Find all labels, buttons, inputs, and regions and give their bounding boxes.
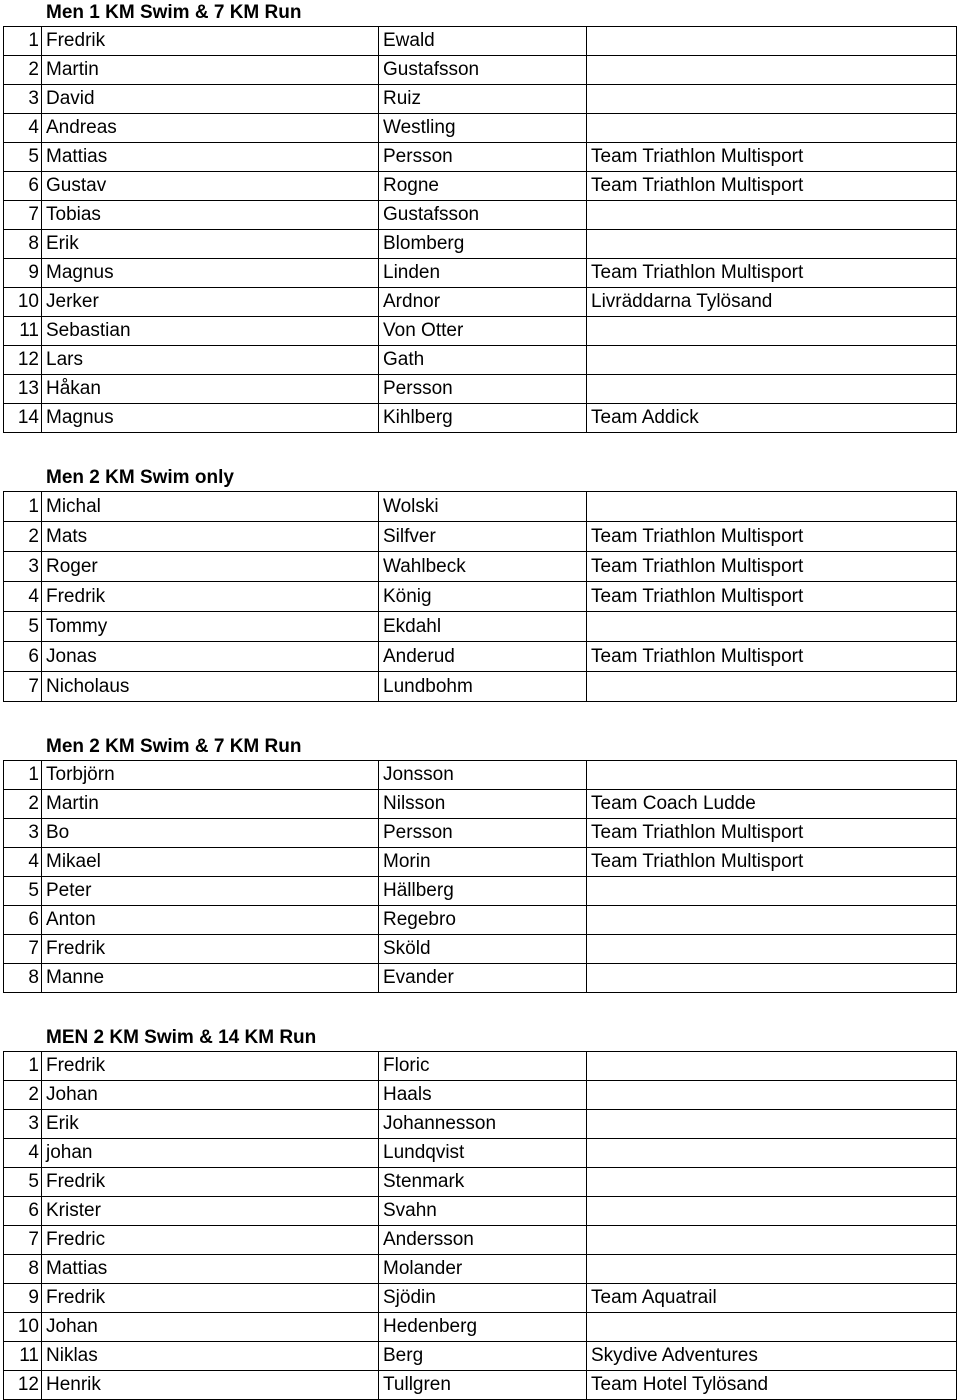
table-row: [4, 1371, 957, 1400]
first-name-cell: Sebastian: [42, 317, 379, 346]
team-cell: [587, 1313, 957, 1342]
last-name-cell: Haals: [379, 1081, 587, 1110]
team-cell: Livräddarna Tylösand: [587, 288, 957, 317]
table-row: [4, 1342, 957, 1371]
section-title: MEN 2 KM Swim & 14 KM Run: [46, 1027, 317, 1048]
team-cell: Team Addick: [587, 404, 957, 433]
team-cell: [587, 492, 957, 522]
results-section: [0, 0, 960, 433]
rank-cell: 2: [4, 1081, 42, 1110]
team-cell: Team Triathlon Multisport: [587, 143, 957, 172]
first-name-cell: Johan: [42, 1313, 379, 1342]
table-row: [4, 877, 957, 906]
rank-cell: 9: [4, 1284, 42, 1313]
last-name-cell: Silfver: [379, 522, 587, 552]
team-cell: Team Coach Ludde: [587, 790, 957, 819]
table-row: [4, 375, 957, 404]
last-name-cell: Gustafsson: [379, 201, 587, 230]
team-cell: Team Triathlon Multisport: [587, 552, 957, 582]
table-row: [4, 346, 957, 375]
team-cell: [587, 1255, 957, 1284]
rank-cell: 12: [4, 1371, 42, 1400]
table-row: [4, 85, 957, 114]
rank-cell: 1: [4, 492, 42, 522]
table-row: [4, 114, 957, 143]
first-name-cell: Fredric: [42, 1226, 379, 1255]
first-name-cell: Erik: [42, 230, 379, 259]
rank-cell: 7: [4, 201, 42, 230]
last-name-cell: Morin: [379, 848, 587, 877]
team-cell: [587, 672, 957, 702]
team-cell: Team Triathlon Multisport: [587, 522, 957, 552]
rank-cell: 5: [4, 612, 42, 642]
first-name-cell: Mattias: [42, 143, 379, 172]
last-name-cell: Floric: [379, 1052, 587, 1081]
last-name-cell: Evander: [379, 964, 587, 993]
last-name-cell: Sjödin: [379, 1284, 587, 1313]
team-cell: [587, 612, 957, 642]
first-name-cell: Martin: [42, 56, 379, 85]
table-row: [4, 552, 957, 582]
rank-cell: 1: [4, 1052, 42, 1081]
last-name-cell: Ekdahl: [379, 612, 587, 642]
rank-cell: 8: [4, 1255, 42, 1284]
team-cell: [587, 1052, 957, 1081]
team-cell: Team Triathlon Multisport: [587, 582, 957, 612]
first-name-cell: Jerker: [42, 288, 379, 317]
rank-cell: 3: [4, 552, 42, 582]
table-row: [4, 582, 957, 612]
last-name-cell: Nilsson: [379, 790, 587, 819]
team-cell: [587, 906, 957, 935]
first-name-cell: Anton: [42, 906, 379, 935]
first-name-cell: David: [42, 85, 379, 114]
first-name-cell: Håkan: [42, 375, 379, 404]
team-cell: [587, 1110, 957, 1139]
table-row: [4, 1226, 957, 1255]
last-name-cell: Ewald: [379, 27, 587, 56]
team-cell: [587, 27, 957, 56]
rank-cell: 4: [4, 848, 42, 877]
table-row: [4, 612, 957, 642]
first-name-cell: Bo: [42, 819, 379, 848]
table-row: [4, 522, 957, 552]
team-cell: [587, 1081, 957, 1110]
last-name-cell: Jonsson: [379, 761, 587, 790]
first-name-cell: Niklas: [42, 1342, 379, 1371]
first-name-cell: Lars: [42, 346, 379, 375]
rank-cell: 7: [4, 935, 42, 964]
first-name-cell: Torbjörn: [42, 761, 379, 790]
results-section: [0, 734, 960, 993]
first-name-cell: Gustav: [42, 172, 379, 201]
rank-cell: 6: [4, 1197, 42, 1226]
first-name-cell: Mattias: [42, 1255, 379, 1284]
rank-cell: 5: [4, 1168, 42, 1197]
first-name-cell: Peter: [42, 877, 379, 906]
first-name-cell: Mikael: [42, 848, 379, 877]
first-name-cell: Magnus: [42, 259, 379, 288]
section-title: Men 2 KM Swim & 7 KM Run: [46, 736, 302, 757]
results-table: [3, 26, 957, 433]
last-name-cell: Wahlbeck: [379, 552, 587, 582]
last-name-cell: Johannesson: [379, 1110, 587, 1139]
first-name-cell: Henrik: [42, 1371, 379, 1400]
table-row: [4, 906, 957, 935]
rank-cell: 1: [4, 27, 42, 56]
first-name-cell: Michal: [42, 492, 379, 522]
section-title: Men 1 KM Swim & 7 KM Run: [46, 2, 302, 23]
rank-cell: 5: [4, 143, 42, 172]
rank-cell: 2: [4, 56, 42, 85]
table-row: [4, 935, 957, 964]
last-name-cell: Von Otter: [379, 317, 587, 346]
first-name-cell: Andreas: [42, 114, 379, 143]
team-cell: [587, 85, 957, 114]
table-row: [4, 288, 957, 317]
rank-cell: 8: [4, 230, 42, 259]
last-name-cell: Hedenberg: [379, 1313, 587, 1342]
results-section: [0, 1025, 960, 1400]
team-cell: [587, 1226, 957, 1255]
results-table: [3, 760, 957, 993]
table-row: [4, 201, 957, 230]
first-name-cell: Johan: [42, 1081, 379, 1110]
table-row: [4, 1284, 957, 1313]
first-name-cell: Nicholaus: [42, 672, 379, 702]
rank-cell: 3: [4, 819, 42, 848]
team-cell: [587, 230, 957, 259]
table-row: [4, 1255, 957, 1284]
team-cell: Team Hotel Tylösand: [587, 1371, 957, 1400]
results-table: [3, 491, 957, 702]
first-name-cell: Tommy: [42, 612, 379, 642]
section-spacer: [0, 433, 960, 465]
first-name-cell: Magnus: [42, 404, 379, 433]
last-name-cell: Westling: [379, 114, 587, 143]
team-cell: [587, 56, 957, 85]
rank-cell: 12: [4, 346, 42, 375]
rank-cell: 3: [4, 85, 42, 114]
team-cell: [587, 1139, 957, 1168]
team-cell: Team Triathlon Multisport: [587, 172, 957, 201]
last-name-cell: Gustafsson: [379, 56, 587, 85]
first-name-cell: Jonas: [42, 642, 379, 672]
last-name-cell: Hällberg: [379, 877, 587, 906]
team-cell: Team Aquatrail: [587, 1284, 957, 1313]
last-name-cell: Stenmark: [379, 1168, 587, 1197]
first-name-cell: Manne: [42, 964, 379, 993]
section-spacer: [0, 993, 960, 1025]
last-name-cell: Persson: [379, 819, 587, 848]
first-name-cell: Mats: [42, 522, 379, 552]
results-table: [3, 1051, 957, 1400]
table-row: [4, 790, 957, 819]
rank-cell: 11: [4, 317, 42, 346]
table-row: [4, 761, 957, 790]
last-name-cell: Regebro: [379, 906, 587, 935]
rank-cell: 6: [4, 172, 42, 201]
table-row: [4, 1081, 957, 1110]
table-row: [4, 230, 957, 259]
team-cell: Team Triathlon Multisport: [587, 819, 957, 848]
table-row: [4, 404, 957, 433]
rank-cell: 14: [4, 404, 42, 433]
rank-cell: 4: [4, 1139, 42, 1168]
last-name-cell: Ardnor: [379, 288, 587, 317]
first-name-cell: Fredrik: [42, 27, 379, 56]
table-row: [4, 1110, 957, 1139]
last-name-cell: Tullgren: [379, 1371, 587, 1400]
table-row: [4, 1139, 957, 1168]
last-name-cell: Ruiz: [379, 85, 587, 114]
first-name-cell: Erik: [42, 1110, 379, 1139]
results-section: [0, 465, 960, 702]
first-name-cell: Fredrik: [42, 1052, 379, 1081]
rank-cell: 8: [4, 964, 42, 993]
table-row: [4, 27, 957, 56]
team-cell: [587, 201, 957, 230]
last-name-cell: Linden: [379, 259, 587, 288]
table-row: [4, 848, 957, 877]
table-row: [4, 672, 957, 702]
team-cell: [587, 1197, 957, 1226]
last-name-cell: Andersson: [379, 1226, 587, 1255]
rank-cell: 4: [4, 582, 42, 612]
team-cell: Team Triathlon Multisport: [587, 259, 957, 288]
last-name-cell: Molander: [379, 1255, 587, 1284]
first-name-cell: Fredrik: [42, 1168, 379, 1197]
first-name-cell: Fredrik: [42, 1284, 379, 1313]
rank-cell: 6: [4, 642, 42, 672]
last-name-cell: Svahn: [379, 1197, 587, 1226]
first-name-cell: Fredrik: [42, 582, 379, 612]
table-row: [4, 1052, 957, 1081]
table-row: [4, 1197, 957, 1226]
rank-cell: 3: [4, 1110, 42, 1139]
team-cell: [587, 935, 957, 964]
table-row: [4, 1313, 957, 1342]
last-name-cell: Blomberg: [379, 230, 587, 259]
table-row: [4, 143, 957, 172]
table-row: [4, 259, 957, 288]
last-name-cell: Rogne: [379, 172, 587, 201]
last-name-cell: Persson: [379, 143, 587, 172]
last-name-cell: Persson: [379, 375, 587, 404]
table-row: [4, 56, 957, 85]
first-name-cell: Martin: [42, 790, 379, 819]
rank-cell: 10: [4, 288, 42, 317]
rank-cell: 9: [4, 259, 42, 288]
first-name-cell: johan: [42, 1139, 379, 1168]
team-cell: [587, 114, 957, 143]
rank-cell: 7: [4, 672, 42, 702]
table-row: [4, 964, 957, 993]
last-name-cell: Wolski: [379, 492, 587, 522]
table-row: [4, 317, 957, 346]
section-spacer: [0, 702, 960, 734]
rank-cell: 7: [4, 1226, 42, 1255]
table-row: [4, 492, 957, 522]
first-name-cell: Roger: [42, 552, 379, 582]
rank-cell: 1: [4, 761, 42, 790]
team-cell: [587, 1168, 957, 1197]
rank-cell: 11: [4, 1342, 42, 1371]
team-cell: [587, 761, 957, 790]
first-name-cell: Fredrik: [42, 935, 379, 964]
table-row: [4, 172, 957, 201]
rank-cell: 10: [4, 1313, 42, 1342]
first-name-cell: Krister: [42, 1197, 379, 1226]
table-row: [4, 1168, 957, 1197]
last-name-cell: Berg: [379, 1342, 587, 1371]
team-cell: [587, 964, 957, 993]
rank-cell: 4: [4, 114, 42, 143]
team-cell: Skydive Adventures: [587, 1342, 957, 1371]
table-row: [4, 819, 957, 848]
team-cell: [587, 346, 957, 375]
team-cell: Team Triathlon Multisport: [587, 642, 957, 672]
first-name-cell: Tobias: [42, 201, 379, 230]
team-cell: [587, 877, 957, 906]
team-cell: Team Triathlon Multisport: [587, 848, 957, 877]
last-name-cell: Anderud: [379, 642, 587, 672]
table-row: [4, 642, 957, 672]
last-name-cell: Lundbohm: [379, 672, 587, 702]
rank-cell: 6: [4, 906, 42, 935]
last-name-cell: Lundqvist: [379, 1139, 587, 1168]
team-cell: [587, 317, 957, 346]
rank-cell: 2: [4, 790, 42, 819]
section-title: Men 2 KM Swim only: [46, 467, 234, 488]
last-name-cell: Kihlberg: [379, 404, 587, 433]
last-name-cell: König: [379, 582, 587, 612]
last-name-cell: Sköld: [379, 935, 587, 964]
rank-cell: 13: [4, 375, 42, 404]
rank-cell: 2: [4, 522, 42, 552]
rank-cell: 5: [4, 877, 42, 906]
last-name-cell: Gath: [379, 346, 587, 375]
team-cell: [587, 375, 957, 404]
